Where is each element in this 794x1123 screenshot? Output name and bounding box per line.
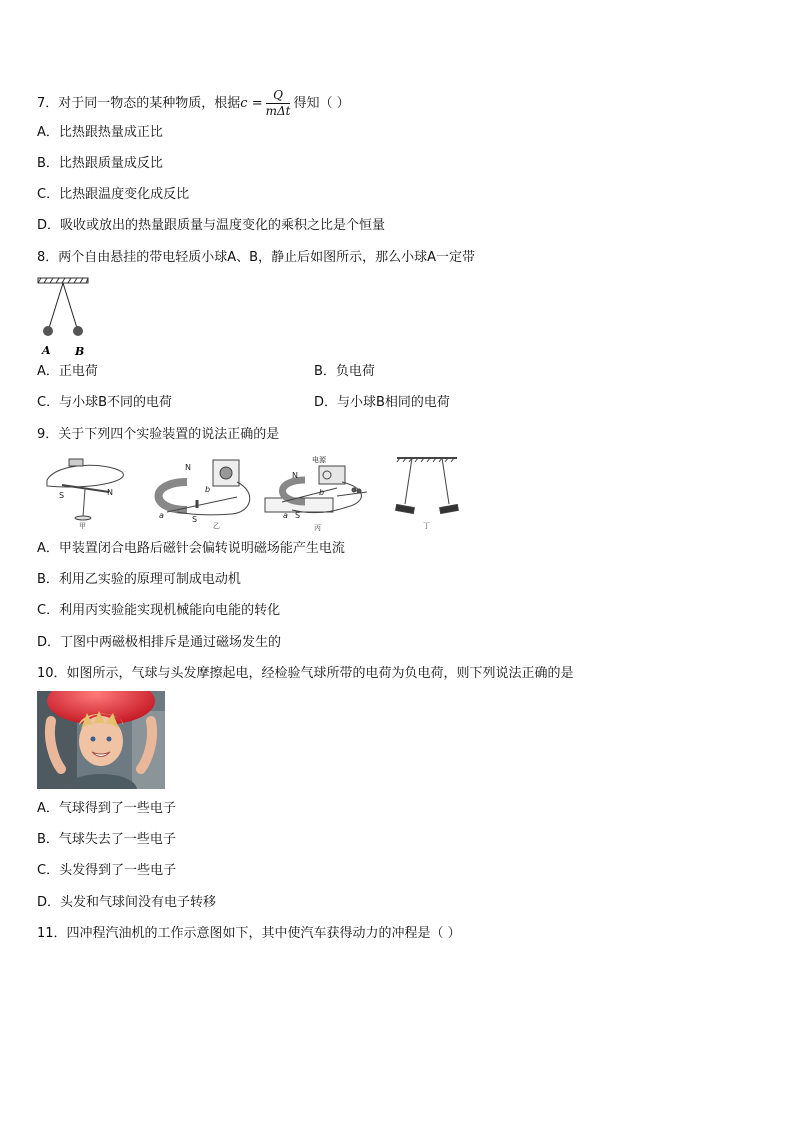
label-n-yi: N <box>185 463 191 472</box>
question-10-option-b[interactable]: B．气球失去了一些电子 <box>37 832 176 847</box>
thread-b <box>63 283 77 328</box>
label-power-bing: 电源 <box>312 456 326 464</box>
ball-a <box>43 326 53 336</box>
experiment-bing <box>265 466 367 513</box>
question-10-option-d[interactable]: D．头发和气球间没有电子转移 <box>37 895 217 910</box>
formula-numerator: Q <box>266 88 291 104</box>
question-10-option-c[interactable]: C．头发得到了一些电子 <box>37 863 177 878</box>
question-8-option-b[interactable]: B．负电荷 <box>314 364 375 379</box>
label-a-bing: a <box>283 511 288 520</box>
label-b-bing: b <box>319 488 325 497</box>
formula-denominator: mΔt <box>265 104 291 118</box>
ball-a-label: A <box>42 344 51 357</box>
question-11-stem: 11．四冲程汽油机的工作示意图如下，其中使汽车获得动力的冲程是（ ） <box>37 926 461 941</box>
label-s-bing: S <box>295 511 301 520</box>
label-s-jia: S <box>59 491 65 500</box>
question-7-number: 7． <box>37 96 59 111</box>
label-n-bing: N <box>292 471 298 480</box>
question-9-option-a[interactable]: A．甲装置闭合电路后磁针会偏转说明磁场能产生电流 <box>37 541 345 556</box>
ball-b <box>73 326 83 336</box>
label-n-jia: N <box>107 488 113 497</box>
left-eye <box>91 737 96 742</box>
thread-a <box>49 283 63 328</box>
experiment-ding <box>396 458 459 514</box>
balloon-photo <box>37 691 165 789</box>
label-a-yi: a <box>159 511 164 520</box>
question-10-stem: 10．如图所示，气球与头发摩擦起电，经检验气球所带的电荷为负电荷，则下列说法正确的是 <box>37 666 574 681</box>
question-7-option-d[interactable]: D．吸收或放出的热量跟质量与温度变化的乘积之比是个恒量 <box>37 218 386 233</box>
question-7-option-c[interactable]: C．比热跟温度变化成反比 <box>37 187 190 202</box>
question-8-stem: 8．两个自由悬挂的带电轻质小球A、B，静止后如图所示，那么小球A一定带 <box>37 250 475 265</box>
right-eye <box>107 737 112 742</box>
question-7-stem-after: 得知（ ） <box>293 96 350 111</box>
question-9-option-c[interactable]: C．利用丙实验能实现机械能向电能的转化 <box>37 603 281 618</box>
experiments-figure <box>37 452 477 532</box>
label-b-yi: b <box>205 485 211 494</box>
question-9-stem: 9．关于下列四个实验装置的说法正确的是 <box>37 427 280 442</box>
pendulum-figure <box>37 276 93 358</box>
label-s-yi: S <box>192 515 198 524</box>
question-8-option-d[interactable]: D．与小球B相同的电荷 <box>314 395 450 410</box>
question-7-stem <box>37 88 350 119</box>
label-yi: 乙 <box>213 522 220 530</box>
question-9-option-d[interactable]: D．丁图中两磁极相排斥是通过磁场发生的 <box>37 635 282 650</box>
question-7-option-b[interactable]: B．比热跟质量成反比 <box>37 156 163 171</box>
label-bing: 丙 <box>314 524 321 532</box>
formula-fraction <box>266 88 291 119</box>
question-7-stem-before: 对于同一物态的某种物质，根据 <box>58 96 241 111</box>
question-8-option-a[interactable]: A．正电荷 <box>37 364 98 379</box>
ball-b-label: B <box>75 345 85 358</box>
label-ding: 丁 <box>423 522 430 530</box>
label-jia: 甲 <box>79 522 86 530</box>
question-9-option-b[interactable]: B．利用乙实验的原理可制成电动机 <box>37 572 241 587</box>
formula-lhs: c = <box>240 96 263 111</box>
question-7-option-a[interactable]: A．比热跟热量成正比 <box>37 125 163 140</box>
question-8-option-c[interactable]: C．与小球B不同的电荷 <box>37 395 172 410</box>
question-10-option-a[interactable]: A．气球得到了一些电子 <box>37 801 176 816</box>
